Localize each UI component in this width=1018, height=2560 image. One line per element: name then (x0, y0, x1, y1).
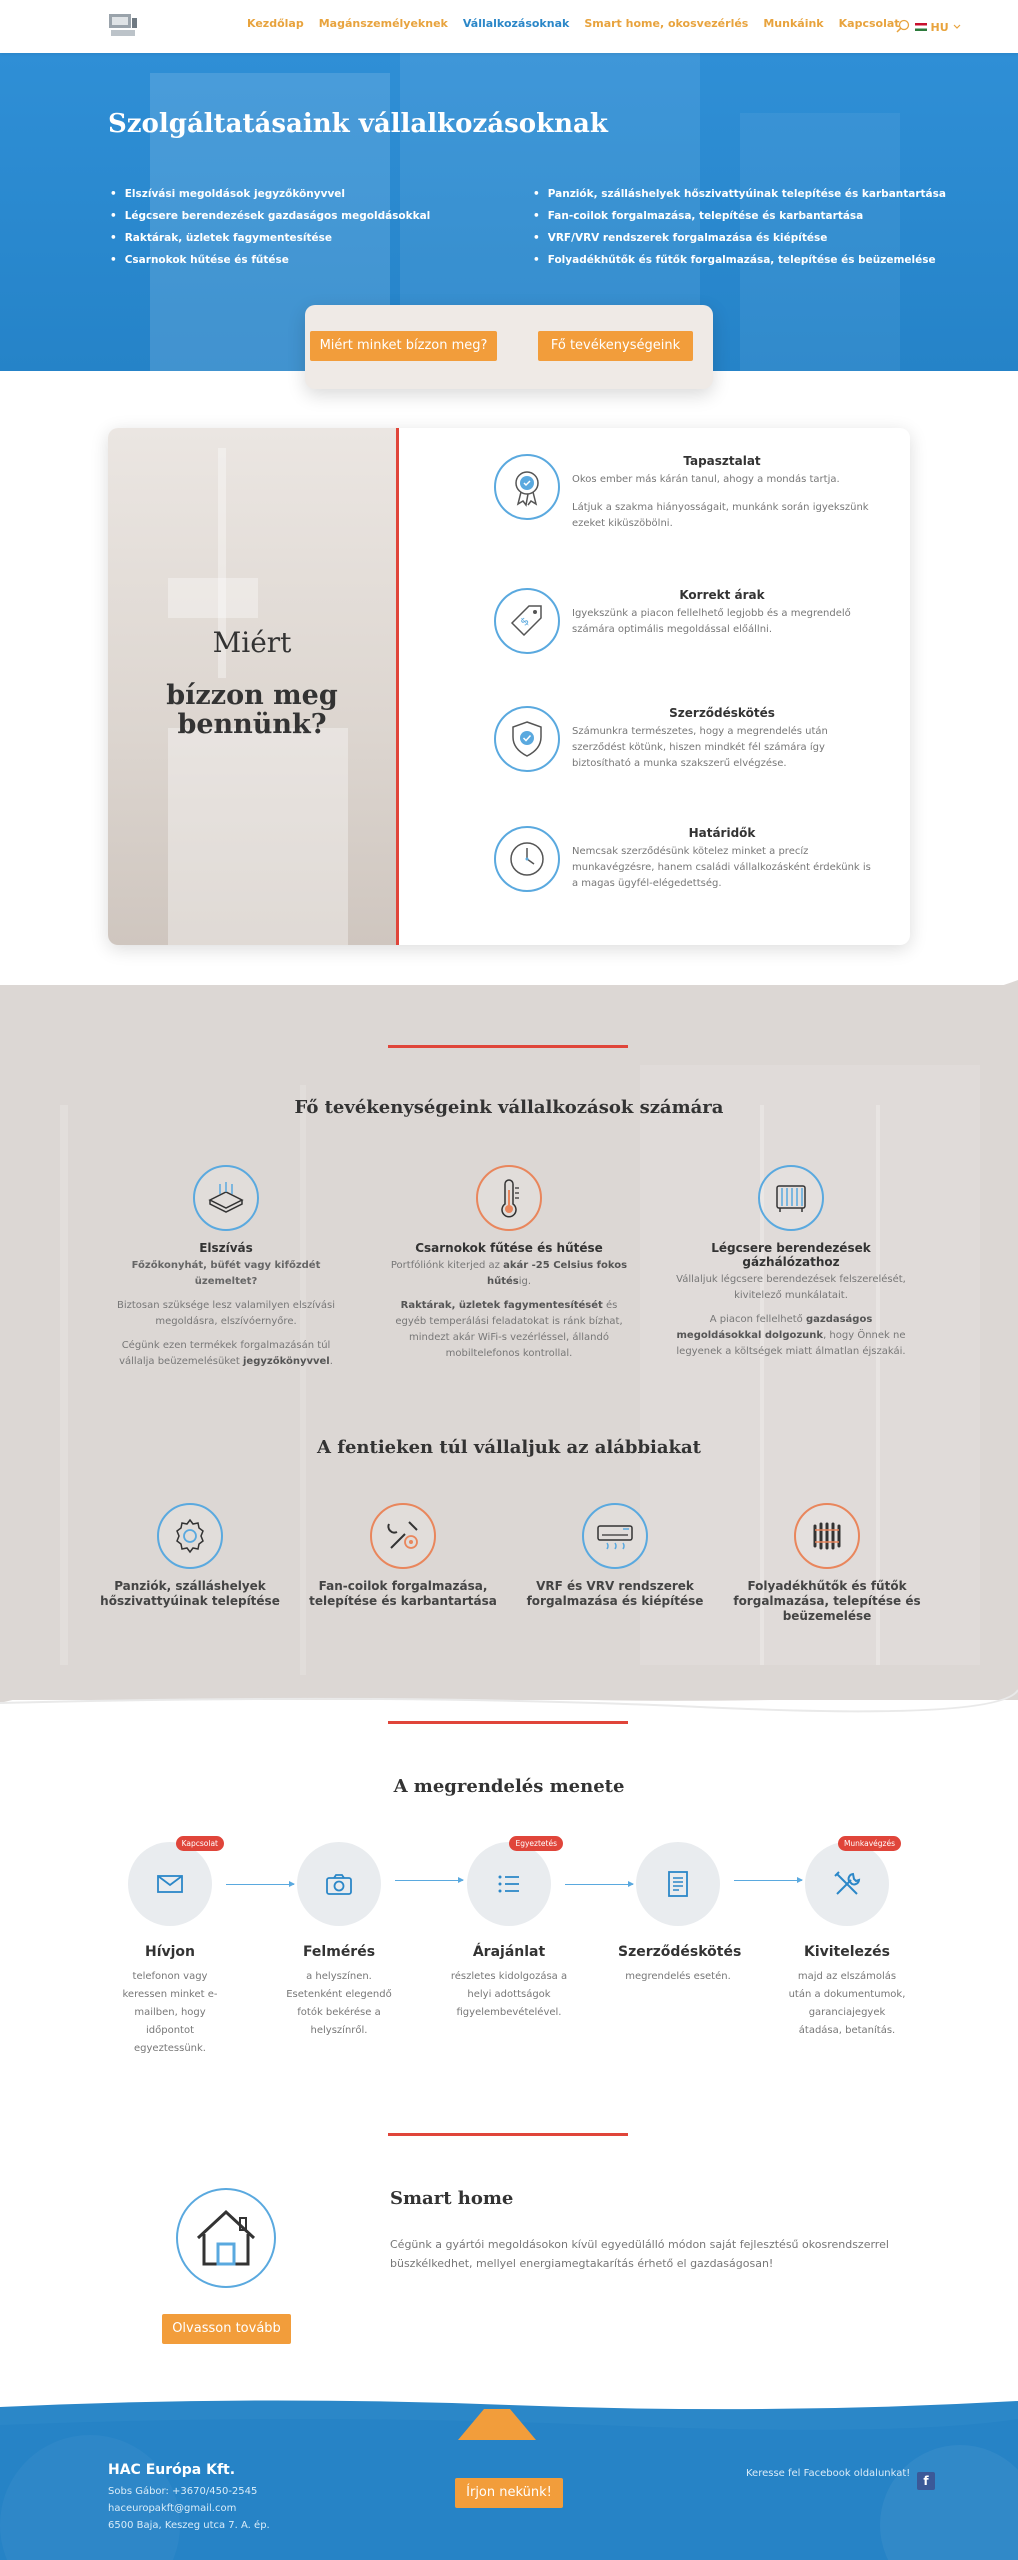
activity-air-exchange (671, 1165, 911, 1360)
why-trust-us-section (108, 428, 910, 945)
step-survey (279, 1842, 399, 2040)
feature-text: Nemcsak szerződésünk kötelez minket a precíz munkavégzésre, hanem családi vállalkozásként érdekünk is a magas ügyfél-elégedettség. (572, 846, 871, 889)
nav-private[interactable]: Magánszemélyeknek (318, 17, 448, 30)
activity-title: Légcsere berendezések gázhálózathoz (711, 1241, 871, 1269)
step-badge: Kapcsolat (176, 1836, 224, 1851)
main-activities-section (0, 985, 1018, 1700)
why-title-line2: bízzon meg bennünk? (166, 680, 338, 740)
gear-icon (157, 1503, 223, 1569)
text-part: és egyéb temperálási feladatokat is ránk bízhat, mindezt akár WiFi-s vezérléssel, állandó mobiltelefonos kontrollal. (395, 1300, 623, 1359)
extra-title: VRF és VRV rendszerek forgalmazása és kiépítése (526, 1579, 704, 1608)
activity-title: Csarnokok fűtése és hűtése (415, 1241, 603, 1255)
nav-smarthome[interactable]: Smart home, okosvezérlés (584, 17, 749, 30)
thermometer-icon (476, 1165, 542, 1231)
hood-icon (193, 1165, 259, 1231)
text-part: , hogy Önnek ne legyenek a költségek miatt álmatlan éjszakái. (676, 1330, 906, 1357)
service-item: • Fan-coilok forgalmazása, telepítése és karbantartása (533, 205, 946, 227)
step-disc (805, 1839, 895, 1926)
text-part: ig. (518, 1276, 532, 1287)
text-part: Cégünk ezen termékek forgalmazásán túl vállalja beüzemelésüket (119, 1340, 331, 1367)
activity-title: Elszívás (199, 1241, 253, 1255)
write-to-us-button[interactable]: Írjon nekünk! (455, 2478, 563, 2508)
service-item: • Csarnokok hűtése és fűtése (110, 249, 430, 271)
step-text: majd az elszámolás után a dokumentumok, garanciajegyek átadása, betanítás. (788, 1971, 906, 2036)
nav-works[interactable]: Munkáink (763, 17, 824, 30)
feature-text: Igyekszünk a piacon fellelhető legjobb és a megrendelő számára optimális megoldással előállni. (572, 608, 851, 635)
site-header (0, 0, 1018, 53)
step-contract (618, 1842, 742, 1986)
price-tag-icon (494, 588, 560, 654)
medal-icon (494, 454, 560, 520)
activities-title: Fő tevékenységeink vállalkozások számára (294, 1097, 724, 1118)
step-title: Szerződéskötés (618, 1944, 742, 1960)
shield-check-icon (494, 706, 560, 772)
activity-subtitle (389, 1258, 629, 1290)
activity-text (106, 1338, 346, 1370)
why-trust-us-button[interactable]: Miért minket bízzon meg? (310, 331, 497, 361)
clock-icon (494, 826, 560, 892)
step-text: telefonon vagy keressen minket e-mailben, hogy időpontot egyeztessünk. (122, 1971, 218, 2054)
air-conditioner-icon (582, 1503, 648, 1569)
read-more-button[interactable]: Olvasson tovább (162, 2314, 291, 2344)
company-logo[interactable] (108, 12, 138, 38)
service-item: • Légcsere berendezések gazdaságos megoldásokkal (110, 205, 430, 227)
wave-divider-bottom (0, 1675, 1018, 1715)
language-label: HU (930, 20, 949, 34)
step-text: részletes kidolgozása a helyi adottságok figyelembevételével. (450, 1971, 568, 2018)
step-title: Árajánlat (472, 1944, 546, 1960)
footer-address: 6500 Baja, Keszeg utca 7. A. ép. (108, 2520, 270, 2531)
footer-email[interactable]: haceuropakft@gmail.com (108, 2503, 237, 2514)
svg-text:$: $ (517, 614, 532, 629)
feature-text: Okos ember más kárán tanul, ahogy a mondás tartja. (572, 474, 840, 485)
nav-contact[interactable]: Kapcsolat (838, 17, 900, 30)
activity-subtitle: Főzőkonyhát, büfét vagy kifőzdét üzemeltet? (131, 1260, 321, 1287)
step-badge: Munkavégzés (838, 1836, 901, 1851)
service-item: • Raktárak, üzletek fagymentesítése (110, 227, 430, 249)
smart-home-text: Cégünk a gyártói megoldásokon kívül egyedülálló módon saját fejlesztésű okosrendszerrel büszkélkedhet, mellyel energiamegtakarítás érhető el gazdaságosan! (390, 2238, 889, 2270)
extra-fluid-coolers (727, 1503, 927, 1624)
text-part: . (329, 1356, 333, 1367)
hungarian-flag-icon (915, 23, 927, 31)
step-disc (636, 1842, 720, 1926)
step-text: megrendelés esetén. (625, 1971, 731, 1982)
facebook-icon[interactable]: f (917, 2472, 935, 2490)
feature-title: Határidők (688, 826, 756, 840)
step-quote (449, 1839, 569, 2022)
chevron-down-icon (953, 24, 961, 30)
activity-text (389, 1298, 629, 1362)
why-title-line1: Miért (212, 626, 292, 659)
heater-icon (794, 1503, 860, 1569)
facebook-link-text[interactable]: Keresse fel Facebook oldalunkat! (746, 2468, 911, 2479)
extra-vrf-vrv (515, 1503, 715, 1609)
feature-title: Korrekt árak (679, 588, 765, 602)
text-bold: akár -25 Celsius fokos hűtés (486, 1260, 628, 1287)
step-badge: Egyeztetés (509, 1836, 563, 1851)
extra-fan-coils (303, 1503, 503, 1609)
smart-home-title: Smart home (390, 2188, 514, 2209)
service-item: • Folyadékhűtők és fűtők forgalmazása, telepítése és beüzemelése (533, 249, 946, 271)
step-disc (467, 1839, 557, 1926)
services-list-right (533, 183, 946, 271)
hero-button-box (305, 305, 713, 389)
list-icon (495, 1870, 523, 1898)
section-divider-line (388, 2133, 628, 2136)
text-bold: Raktárak, üzletek fagymentesítését (400, 1300, 603, 1311)
text-bold: gazdaságos megoldásokkal dolgozunk (676, 1314, 873, 1341)
step-call (110, 1839, 230, 2058)
service-item: • Panziók, szálláshelyek hőszivattyúinak telepítése és karbantartása (533, 183, 946, 205)
text-part: A piacon fellelhető (709, 1314, 806, 1325)
order-process-title: A megrendelés menete (393, 1776, 625, 1797)
step-disc (297, 1842, 381, 1926)
feature-title: Tapasztalat (683, 454, 761, 468)
service-item: • VRF/VRV rendszerek forgalmazása és kiépítése (533, 227, 946, 249)
section-divider-line (388, 1721, 628, 1724)
feature-text: Számunkra természetes, hogy a megrendelés után szerződést kötünk, hiszen mindkét fél számára így biztosítható a munka szakszerű elvégzése. (572, 726, 828, 769)
main-activities-button[interactable]: Fő tevékenységeink (538, 331, 693, 361)
step-disc (128, 1839, 218, 1926)
feature-title: Szerződéskötés (669, 706, 775, 720)
radiator-icon (758, 1165, 824, 1231)
activity-text: Biztosan szüksége lesz valamilyen elszívási megoldásra, elszívóernyőre. (116, 1300, 336, 1327)
document-icon (664, 1870, 692, 1898)
main-nav (247, 17, 976, 37)
service-item: • Elszívási megoldások jegyzőkönyvvel (110, 183, 430, 205)
step-title: Felmérés (302, 1944, 376, 1960)
extra-title: Fan-coilok forgalmazása, telepítése és karbantartása (309, 1579, 497, 1608)
step-execution (787, 1839, 907, 2040)
smart-home-icon (176, 2188, 276, 2288)
feature-text: Látjuk a szakma hiányosságait, munkánk során igyekszünk ezeket kiküszöbölni. (572, 502, 869, 529)
activity-text: Vállaljuk légcsere berendezések felszerelését, kivitelező munkálatait. (676, 1274, 906, 1301)
footer-contact-person: Sobs Gábor: +3670/450-2545 (108, 2486, 258, 2497)
language-switcher[interactable] (915, 17, 961, 37)
footer-company-name: HAC Európa Kft. (108, 2462, 236, 2478)
step-title: Hívjon (144, 1944, 196, 1960)
extra-title: Panziók, szálláshelyek hőszivattyúinak telepítése (100, 1579, 280, 1608)
activity-extraction (106, 1165, 346, 1370)
hero-title: Szolgáltatásaink vállalkozásoknak (108, 109, 608, 139)
services-list-left (110, 183, 430, 271)
activity-halls (389, 1165, 629, 1362)
camera-icon (325, 1870, 353, 1898)
wrench-gear-icon (370, 1503, 436, 1569)
activity-text (671, 1312, 911, 1360)
text-bold: jegyzőkönyvvel (243, 1356, 330, 1367)
extra-title: Folyadékhűtők és fűtők forgalmazása, telepítése és beüzemelése (733, 1579, 921, 1623)
envelope-icon (156, 1870, 184, 1898)
tools-icon (833, 1870, 861, 1898)
why-image-panel (108, 428, 399, 945)
text-part: Portfóliónk kiterjed az (390, 1260, 504, 1271)
extra-heat-pumps (90, 1503, 290, 1609)
section-divider-line (388, 1045, 628, 1048)
step-title: Kivitelezés (803, 1944, 891, 1960)
search-icon[interactable] (896, 19, 910, 33)
nav-business[interactable]: Vállalkozásoknak (462, 17, 570, 30)
extras-title: A fentieken túl vállaljuk az alábbiakat (317, 1437, 701, 1458)
step-text: a helyszínen. Esetenként elegendő fotók bekérése a helyszínről. (286, 1971, 392, 2036)
nav-home[interactable]: Kezdőlap (247, 17, 304, 30)
